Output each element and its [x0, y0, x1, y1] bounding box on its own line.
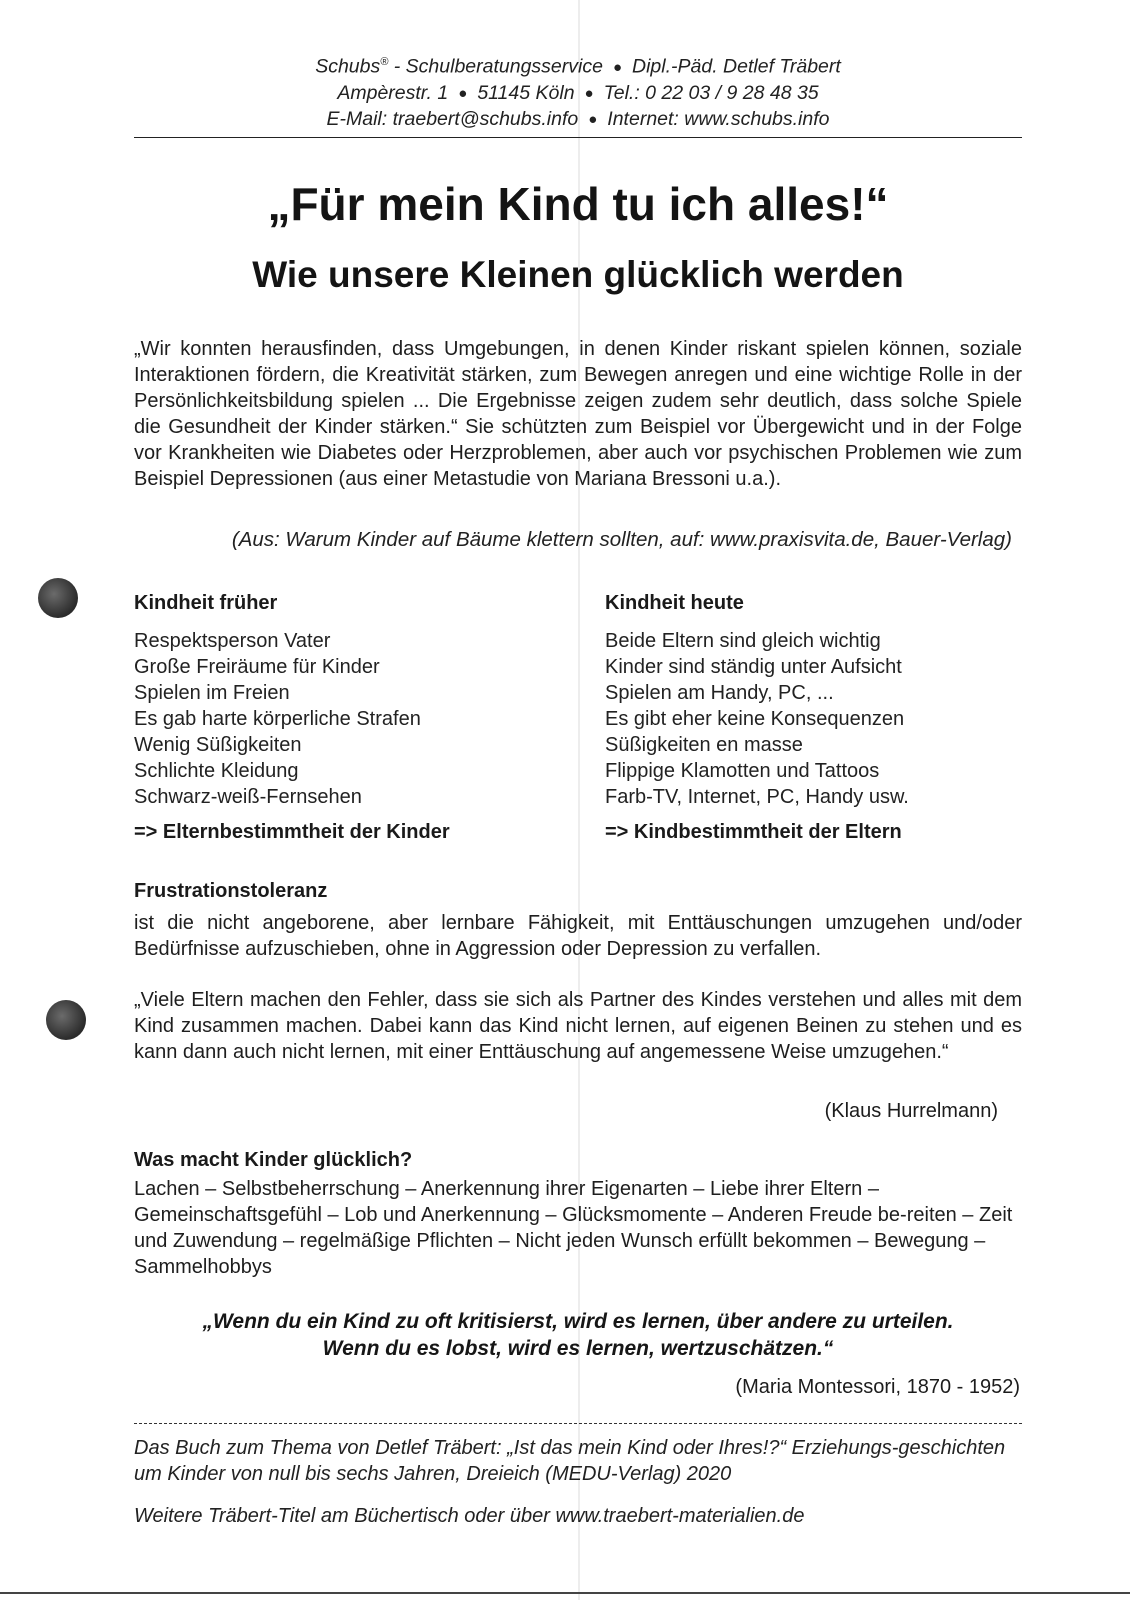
list-item: Wenig Süßigkeiten — [134, 734, 302, 756]
phone-number: Tel.: 0 22 03 / 9 28 48 35 — [603, 81, 819, 104]
letterhead-line-3 — [134, 107, 1022, 133]
list-item: Schwarz-weiß-Fernsehen — [134, 786, 362, 808]
footer-divider — [134, 1423, 1022, 1424]
scan-bottom-edge — [0, 1592, 1130, 1594]
section-heading-happiness: Was macht Kinder glücklich? — [134, 1149, 413, 1171]
list-item: Kinder sind ständig unter Aufsicht — [605, 656, 902, 678]
happiness-list: Lachen – Selbstbeherrschung – Anerkennung ihrer Eigenarten – Liebe ihrer Eltern – Gemeinschaftsgefühl – Lob und Anerkennung – Glücksmomente – Anderen Freude be-reiten – Zeit und Zuwendung – regelmäßige Pflichten – Nicht jeden Wunsch erfüllt bekommen – Bewegung – Sammelhobbys — [134, 1178, 1013, 1278]
page-title: „Für mein Kind tu ich alles!“ — [267, 178, 889, 230]
footer-book-note: Das Buch zum Thema von Detlef Träbert: „Ist das mein Kind oder Ihres!?“ Erziehungs-geschichten um Kinder von null bis sechs Jahren, Dreieich (MEDU-Verlag) 2020 — [134, 1437, 1006, 1485]
montessori-quote-line-2: Wenn du es lobst, wird es lernen, wertzuschätzen.“ — [322, 1337, 834, 1360]
column-heading-today: Kindheit heute — [605, 592, 744, 614]
list-item: Große Freiräume für Kinder — [134, 656, 380, 678]
quote-author: (Klaus Hurrelmann) — [824, 1100, 998, 1122]
list-item: Farb-TV, Internet, PC, Handy usw. — [605, 786, 909, 808]
list-item: Flippige Klamotten und Tattoos — [605, 760, 880, 782]
email-address: E-Mail: traebert@schubs.info — [326, 107, 579, 130]
hurrelmann-quote: „Viele Eltern machen den Fehler, dass sie sich als Partner des Kindes verstehen und alles mit dem Kind zusammen machen. Dabei kann das Kind nicht lernen, auf eigenen Beinen zu stehen und es kann dann auch nicht lernen, mit einer Enttäuschung auf angemessene Weise umzugehen.“ — [134, 989, 1022, 1063]
bullet-icon: ● — [588, 110, 598, 128]
list-childhood-past — [134, 628, 554, 810]
column-childhood-today — [605, 590, 1025, 845]
list-item: Es gab harte körperliche Strafen — [134, 708, 421, 730]
header-divider — [134, 137, 1022, 138]
intro-paragraph: „Wir konnten herausfinden, dass Umgebungen, in denen Kinder riskant spielen können, soziale Interaktionen fördern, die Kreativität stärken, zum Bewegen anregen und eine wichtige Rolle in der Persönlichkeitsbildung spielen ... Die Ergebnisse zeigen zudem sehr deutlich, dass solche Spiele die Gesundheit der Kinder stärken.“ Sie schützten zum Beispiel vor Übergewicht und in der Folge vor Krankheiten wie Diabetes oder Herzproblemen, aber auch vor psychischen Problemen wie zum Beispiel Depressionen (aus einer Metastudie von Mariana Bressoni u.a.). — [134, 338, 1022, 490]
punch-hole-icon — [46, 1000, 86, 1040]
registered-mark: ® — [380, 56, 389, 68]
website-address: Internet: www.schubs.info — [607, 107, 830, 130]
list-item: Es gibt eher keine Konsequenzen — [605, 708, 905, 730]
bullet-icon: ● — [612, 58, 623, 76]
section-heading-frustration: Frustrationstoleranz — [134, 880, 328, 902]
intro-source: (Aus: Warum Kinder auf Bäume klettern sollten, auf: www.praxisvita.de, Bauer-Verlag) — [231, 528, 1012, 551]
montessori-quote — [134, 1308, 1022, 1362]
letterhead-line-1 — [134, 50, 1022, 81]
bullet-icon: ● — [584, 84, 594, 102]
column-heading-past: Kindheit früher — [134, 592, 278, 614]
list-item: Spielen am Handy, PC, ... — [605, 682, 834, 704]
list-item: Schlichte Kleidung — [134, 760, 299, 782]
conclusion-today: => Kindbestimmtheit der Eltern — [605, 821, 902, 843]
street-address: Ampèrestr. 1 — [337, 81, 449, 104]
brand-name: Schubs — [315, 55, 381, 78]
frustration-definition: ist die nicht angeborene, aber lernbare Fähigkeit, mit Enttäuschungen umzugehen und/oder Bedürfnisse aufzuschieben, ohne in Aggression oder Depression zu verfallen. — [134, 912, 1022, 960]
service-name: - Schulberatungsservice — [388, 55, 603, 78]
list-item: Süßigkeiten en masse — [605, 734, 803, 756]
author-name: Dipl.-Päd. Detlef Träbert — [632, 55, 841, 78]
montessori-source: (Maria Montessori, 1870 - 1952) — [735, 1376, 1020, 1398]
list-item: Beide Eltern sind gleich wichtig — [605, 630, 881, 652]
footer-more-titles: Weitere Träbert-Titel am Büchertisch oder über www.traebert-materialien.de — [134, 1505, 805, 1527]
list-item: Respektsperson Vater — [134, 630, 331, 652]
column-childhood-past — [134, 590, 554, 845]
list-childhood-today — [605, 628, 1025, 810]
page-subtitle: Wie unsere Kleinen glücklich werden — [252, 254, 904, 295]
bullet-icon: ● — [458, 84, 468, 102]
letterhead-line-2 — [134, 81, 1022, 107]
list-item: Spielen im Freien — [134, 682, 290, 704]
montessori-quote-line-1: „Wenn du ein Kind zu oft kritisierst, wird es lernen, über andere zu urteilen. — [202, 1310, 954, 1333]
punch-hole-icon — [38, 578, 78, 618]
letterhead — [134, 50, 1022, 133]
city-address: 51145 Köln — [477, 81, 575, 104]
conclusion-past: => Elternbestimmtheit der Kinder — [134, 821, 450, 843]
